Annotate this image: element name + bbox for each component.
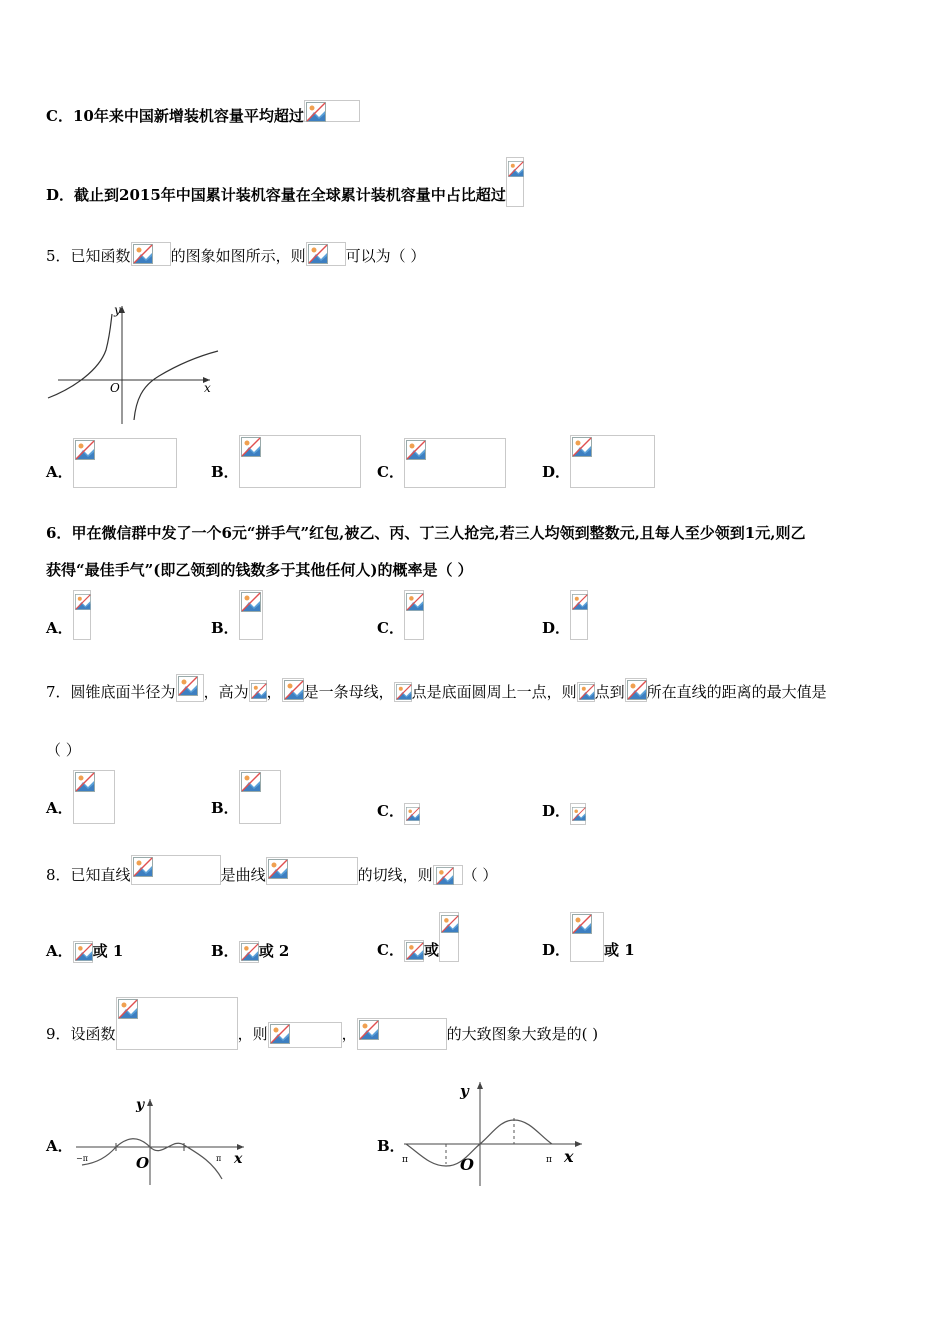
neg-pi-label: π xyxy=(402,1155,408,1165)
y-axis-label: y xyxy=(136,1097,145,1113)
formula-image xyxy=(506,157,524,207)
answer-image xyxy=(404,940,424,962)
q8-option-b: B． 或 2 xyxy=(211,940,289,963)
answer-image xyxy=(570,803,586,825)
x-axis-label: x xyxy=(234,1151,243,1167)
question-8-stem: 8． 已知直线 是曲线 的切线，则 （ ） xyxy=(46,855,497,885)
q7-option-c: C． xyxy=(377,800,420,825)
formula-image xyxy=(394,682,412,702)
x-axis-label: x xyxy=(204,381,211,395)
formula-image xyxy=(116,997,238,1050)
formula-image xyxy=(131,242,171,266)
pi-label: π xyxy=(216,1154,222,1163)
q9-graph-b xyxy=(400,1078,590,1188)
formula-image xyxy=(433,865,463,885)
pi-label: π xyxy=(546,1155,552,1165)
formula-image xyxy=(306,242,346,266)
answer-image xyxy=(73,590,91,640)
question-6-line-1: 6．甲在微信群中发了一个6元“拼手气”红包,被乙、丙、丁三人抢完,若三人均领到整数元,且每人至少领到1元,则乙 xyxy=(46,524,806,542)
q9-option-a-label: A． xyxy=(46,1137,73,1155)
q6-option-b: B． xyxy=(211,590,263,640)
q6-option-d: D． xyxy=(542,590,588,640)
answer-image xyxy=(239,435,361,488)
formula-image xyxy=(266,857,358,885)
origin-label: O xyxy=(460,1155,474,1174)
y-axis-label: y xyxy=(460,1082,469,1100)
formula-image xyxy=(282,678,304,702)
formula-image xyxy=(304,100,360,122)
x-axis-label: x xyxy=(564,1147,574,1166)
q7-option-b: B． xyxy=(211,770,281,824)
q7-option-d: D． xyxy=(542,800,586,825)
formula-image xyxy=(249,680,267,702)
answer-image xyxy=(439,912,459,962)
q4-option-d: D． 截止到2015年中国累计装机容量在全球累计装机容量中占比超过 xyxy=(46,157,524,207)
formula-image xyxy=(357,1018,447,1050)
question-7-stem: 7． 圆锥底面半径为 ，高为 ， 是一条母线， 点是底面圆周上一点，则 点到 所在直线的距离的最大值是 xyxy=(46,674,827,702)
question-9-stem: 9． 设函数 ，则 ， 的大致图象大致是的( ) xyxy=(46,997,598,1050)
q7-option-a: A． xyxy=(46,770,115,824)
formula-image xyxy=(131,855,221,885)
answer-image xyxy=(570,590,588,640)
formula-image xyxy=(268,1022,342,1048)
answer-image xyxy=(239,590,263,640)
answer-image xyxy=(404,803,420,825)
q8-option-d: D． 或 1 xyxy=(542,912,635,962)
q5-option-d: D． xyxy=(542,435,655,488)
formula-image xyxy=(176,674,204,702)
q9-option-b-label: B． xyxy=(377,1137,405,1155)
q6-option-c: C． xyxy=(377,590,424,640)
answer-image xyxy=(73,438,177,488)
q4-option-c: C． 10年来中国新增装机容量平均超过 xyxy=(46,100,360,122)
q6-option-a: A． xyxy=(46,590,91,640)
answer-image xyxy=(239,770,281,824)
q5-function-graph xyxy=(44,300,224,426)
q8-option-c: C． 或 xyxy=(377,912,459,962)
answer-image xyxy=(570,912,604,962)
neg-pi-label: −π xyxy=(76,1154,88,1163)
question-6-line-2: 获得“最佳手气”(即乙领到的钱数多于其他任何人)的概率是（ ） xyxy=(46,561,473,579)
answer-image xyxy=(570,435,655,488)
q5-option-a: A． xyxy=(46,438,177,488)
origin-label: O xyxy=(110,381,120,395)
question-7-line-2: （ ） xyxy=(46,741,81,759)
question-5-stem: 5． 已知函数 的图象如图所示，则 可以为（ ） xyxy=(46,242,425,266)
answer-image xyxy=(404,590,424,640)
answer-image xyxy=(239,941,259,963)
q9-graph-a xyxy=(72,1095,252,1187)
answer-image xyxy=(73,941,93,963)
y-axis-label: y xyxy=(114,303,121,317)
formula-image xyxy=(577,682,595,702)
origin-label: O xyxy=(136,1154,150,1172)
answer-image xyxy=(404,438,506,488)
q5-option-c: C． xyxy=(377,438,506,488)
q5-option-b: B． xyxy=(211,435,361,488)
formula-image xyxy=(625,678,647,702)
q8-option-a: A． 或 1 xyxy=(46,940,123,963)
answer-image xyxy=(73,770,115,824)
